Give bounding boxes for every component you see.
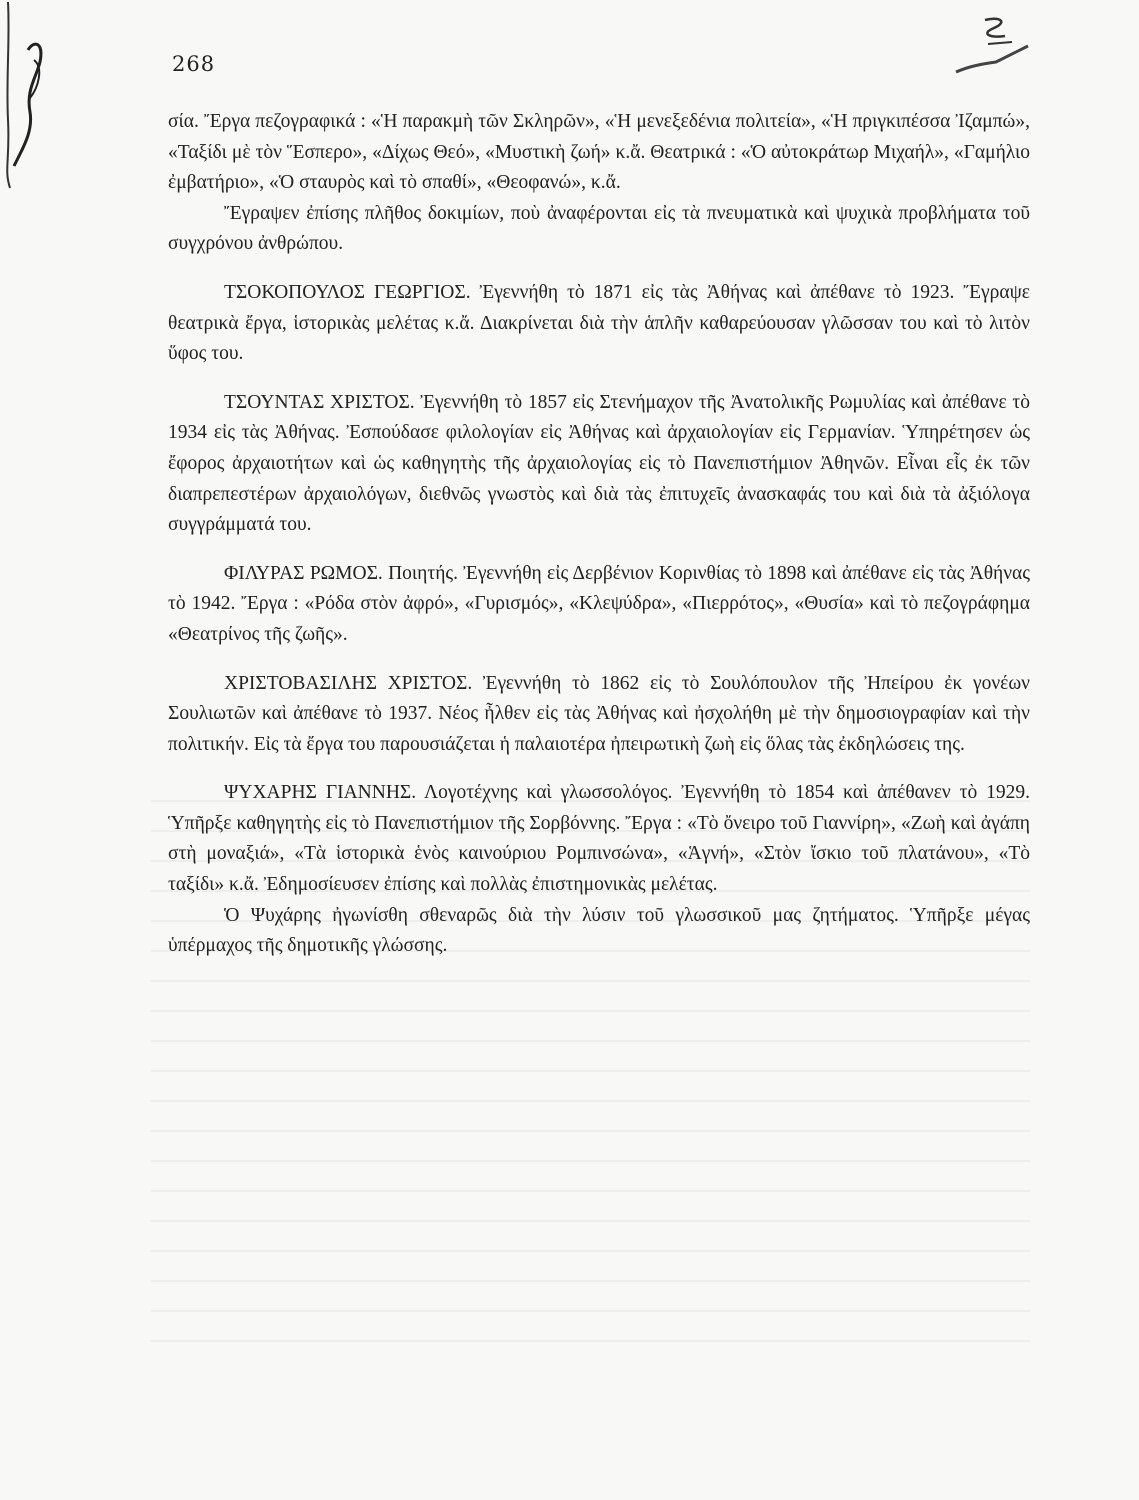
paragraph-continuation: σία. Ἔργα πεζογραφικά : «Ἡ παρακμὴ τῶν Σκληρῶν», «Ἡ μενεξεδένια πολιτεία», «Ἡ πριγκιπέσσα Ἰζαμπώ», «Ταξίδι μὲ τὸν Ἕσπερο», «Δίχως Θεό», «Μυστικὴ ζωή» κ.ἄ. Θεατρικά : «Ὁ αὐτοκράτωρ Μιχαήλ», «Γαμήλιο ἐμβατήριο», «Ὁ σταυρὸς καὶ τὸ σπαθί», «Θεοφανώ», κ.ἄ. bbox=[168, 111, 1030, 194]
corner-pencil-mark bbox=[950, 10, 1030, 80]
margin-handwriting-mark bbox=[0, 0, 60, 190]
entry-psycharis: ΨΥΧΑΡΗΣ ΓΙΑΝΝΗΣ. Λογοτέχνης καὶ γλωσσολόγος. Ἐγεννήθη τὸ 1854 καὶ ἀπέθανεν τὸ 1929. Ὑπῆρξε καθηγητὴς εἰς τὸ Πανεπιστήμιον τῆς Σορβόννης. Ἔργα : «Τὸ ὄνειρο τοῦ Γιαννίρη», «Ζωὴ καὶ ἀγάπη στὴ μοναξιά», «Τὰ ἱστορικὰ ἑνὸς καινούριου Ρομπινσώνα», «Ἁγνή», «Στὸν ἴσκιο τοῦ πλατάνου», «Τὸ ταξίδι» κ.ἄ. Ἐδημοσίευσεν ἐπίσης καὶ πολλὰς ἐπιστημονικὰς μελέτας. bbox=[168, 782, 1030, 896]
entry-christovasilis: ΧΡΙΣΤΟΒΑΣΙΛΗΣ ΧΡΙΣΤΟΣ. Ἐγεννήθη τὸ 1862 εἰς τὸ Σουλόπουλον τῆς Ἠπείρου ἐκ γονέων Σουλιωτῶν καὶ ἀπέθανε τὸ 1937. Νέος ἦλθεν εἰς τὰς Ἀθήνας καὶ ἠσχολήθη μὲ τὴν δημοσιογραφίαν καὶ τὴν πολιτικήν. Εἰς τὰ ἔργα του παρουσιάζεται ἡ παλαιοτέρα ἠπειρωτικὴ ζωὴ εἰς ὅλας τὰς ἐκδηλώσεις της. bbox=[168, 672, 1030, 755]
body-text bbox=[168, 107, 1030, 962]
entry-tsokopoulos: ΤΣΟΚΟΠΟΥΛΟΣ ΓΕΩΡΓΙΟΣ. Ἐγεννήθη τὸ 1871 εἰς τὰς Ἀθήνας καὶ ἀπέθανε τὸ 1923. Ἔγραψε θεατρικὰ ἔργα, ἱστορικὰς μελέτας κ.ἄ. Διακρίνεται διὰ τὴν ἁπλῆν καθαρεύουσαν γλῶσσαν του καὶ τὸ λιτὸν ὕφος του. bbox=[168, 281, 1030, 365]
entry-tsountas: ΤΣΟΥΝΤΑΣ ΧΡΙΣΤΟΣ. Ἐγεννήθη τὸ 1857 εἰς Στενήμαχον τῆς Ἀνατολικῆς Ρωμυλίας καὶ ἀπέθανε τὸ 1934 εἰς τὰς Ἀθήνας. Ἐσπούδασε φιλολογίαν εἰς Ἀθήνας καὶ ἀρχαιολογίαν εἰς Γερμανίαν. Ὑπηρέτησεν ὡς ἔφορος ἀρχαιοτήτων καὶ ὡς καθηγητὴς τῆς ἀρχαιολογίας εἰς τὸ Πανεπιστήμιον Ἀθηνῶν. Εἶναι εἷς ἐκ τῶν διαπρεπεστέρων ἀρχαιολόγων, διεθνῶς γνωστὸς καὶ διὰ τὰς ἐπιτυχεῖς ἀνασκαφάς του καὶ διὰ τὰ ἀξιόλογα συγγράμματά του. bbox=[168, 391, 1030, 536]
page-number: 268 bbox=[172, 52, 216, 76]
entry-filyras: ΦΙΛΥΡΑΣ ΡΩΜΟΣ. Ποιητής. Ἐγεννήθη εἰς Δερβένιον Κορινθίας τὸ 1898 καὶ ἀπέθανε εἰς τὰς Ἀθήνας τὸ 1942. Ἔργα : «Ρόδα στὸν ἀφρό», «Γυρισμός», «Κλεψύδρα», «Πιερρότος», «Θυσία» καὶ τὸ πεζογράφημα «Θεατρίνος τῆς ζωῆς». bbox=[168, 562, 1030, 645]
paragraph-essays: Ἔγραψεν ἐπίσης πλῆθος δοκιμίων, ποὺ ἀναφέρονται εἰς τὰ πνευματικὰ καὶ ψυχικὰ προβλήματα τοῦ συγχρόνου ἀνθρώπου. bbox=[168, 202, 1030, 255]
paragraph-psycharis-language: Ὁ Ψυχάρης ἠγωνίσθη σθεναρῶς διὰ τὴν λύσιν τοῦ γλωσσικοῦ μας ζητήματος. Ὑπῆρξε μέγας ὑπέρμαχος τῆς δημοτικῆς γλώσσης. bbox=[168, 904, 1030, 957]
